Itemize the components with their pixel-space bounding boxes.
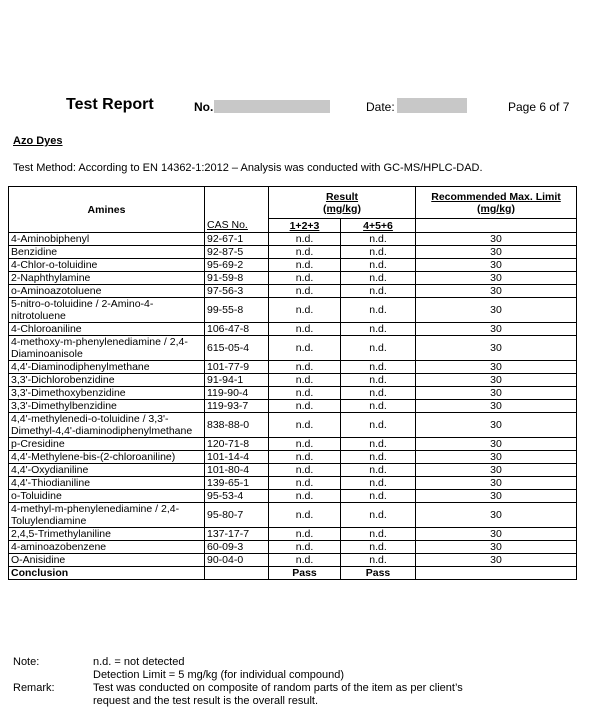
result-123: n.d. <box>269 298 341 323</box>
header-limit <box>416 187 577 219</box>
amine-name: 4-aminoazobenzene <box>9 541 205 554</box>
amine-name: 4,4'-Oxydianiline <box>9 464 205 477</box>
table-row <box>9 259 577 272</box>
cas-number: 91-59-8 <box>205 272 269 285</box>
amine-name: 4-Chlor-o-toluidine <box>9 259 205 272</box>
result-123: n.d. <box>269 490 341 503</box>
amine-name: 4-methyl-m-phenylenediamine / 2,4-Toluylendiamine <box>9 503 205 528</box>
amine-name: o-Toluidine <box>9 490 205 503</box>
conclusion-result-123: Pass <box>269 567 341 580</box>
amine-name: 4-methoxy-m-phenylenediamine / 2,4-Diaminoanisole <box>9 336 205 361</box>
amine-name: 3,3'-Dimethylbenzidine <box>9 400 205 413</box>
table-row <box>9 233 577 246</box>
result-456: n.d. <box>341 233 416 246</box>
header-amines: Amines <box>9 187 205 233</box>
table-row <box>9 323 577 336</box>
result-456: n.d. <box>341 400 416 413</box>
result-456: n.d. <box>341 554 416 567</box>
result-123: n.d. <box>269 528 341 541</box>
amine-name: 4,4'-Methylene-bis-(2-chloroaniline) <box>9 451 205 464</box>
cas-number: 99-55-8 <box>205 298 269 323</box>
header-result <box>269 187 416 219</box>
table-row <box>9 374 577 387</box>
cas-number: 95-80-7 <box>205 503 269 528</box>
cas-number: 615-05-4 <box>205 336 269 361</box>
amine-name: 4-Chloroaniline <box>9 323 205 336</box>
table-row <box>9 387 577 400</box>
cas-number: 95-69-2 <box>205 259 269 272</box>
amine-name: 3,3'-Dichlorobenzidine <box>9 374 205 387</box>
result-456: n.d. <box>341 361 416 374</box>
result-456: n.d. <box>341 298 416 323</box>
amine-name: 4,4'-methylenedi-o-toluidine / 3,3'-Dimethyl-4,4'-diaminodiphenylmethane <box>9 413 205 438</box>
result-123: n.d. <box>269 374 341 387</box>
max-limit: 30 <box>416 413 577 438</box>
result-123: n.d. <box>269 400 341 413</box>
amine-name: 2-Naphthylamine <box>9 272 205 285</box>
result-123: n.d. <box>269 285 341 298</box>
max-limit: 30 <box>416 503 577 528</box>
max-limit: 30 <box>416 259 577 272</box>
result-456: n.d. <box>341 490 416 503</box>
conclusion-result-456: Pass <box>341 567 416 580</box>
max-limit: 30 <box>416 464 577 477</box>
cas-number: 91-94-1 <box>205 374 269 387</box>
max-limit: 30 <box>416 400 577 413</box>
result-123: n.d. <box>269 361 341 374</box>
max-limit: 30 <box>416 541 577 554</box>
note-label: Note: <box>13 656 40 668</box>
table-row <box>9 285 577 298</box>
table-row <box>9 554 577 567</box>
result-456: n.d. <box>341 477 416 490</box>
amine-name: 4,4'-Diaminodiphenylmethane <box>9 361 205 374</box>
max-limit: 30 <box>416 233 577 246</box>
max-limit: 30 <box>416 528 577 541</box>
header-result-label: Result <box>325 190 359 203</box>
table-row <box>9 272 577 285</box>
result-123: n.d. <box>269 477 341 490</box>
table-row <box>9 477 577 490</box>
max-limit: 30 <box>416 451 577 464</box>
max-limit: 30 <box>416 272 577 285</box>
result-456: n.d. <box>341 451 416 464</box>
cas-number: 101-77-9 <box>205 361 269 374</box>
result-123: n.d. <box>269 554 341 567</box>
header-limit-unit: (mg/kg) <box>477 202 515 215</box>
cas-number: 838-88-0 <box>205 413 269 438</box>
result-123: n.d. <box>269 541 341 554</box>
test-method: Test Method: According to EN 14362-1:2012 – Analysis was conducted with GC-MS/HPLC-DAD. <box>13 162 483 174</box>
result-123: n.d. <box>269 323 341 336</box>
result-123: n.d. <box>269 246 341 259</box>
amine-name: O-Anisidine <box>9 554 205 567</box>
max-limit: 30 <box>416 438 577 451</box>
cas-number: 90-04-0 <box>205 554 269 567</box>
max-limit: 30 <box>416 387 577 400</box>
header-result-unit: (mg/kg) <box>323 202 361 215</box>
report-header <box>0 96 600 118</box>
remark-label: Remark: <box>13 682 55 694</box>
conclusion-label: Conclusion <box>9 567 205 580</box>
cas-number: 92-87-5 <box>205 246 269 259</box>
amine-name: 5-nitro-o-toluidine / 2-Amino-4-nitrotoluene <box>9 298 205 323</box>
max-limit: 30 <box>416 285 577 298</box>
conclusion-row <box>9 567 577 580</box>
result-456: n.d. <box>341 336 416 361</box>
result-456: n.d. <box>341 374 416 387</box>
table-row <box>9 438 577 451</box>
max-limit: 30 <box>416 361 577 374</box>
result-123: n.d. <box>269 272 341 285</box>
result-456: n.d. <box>341 413 416 438</box>
amine-name: 4-Aminobiphenyl <box>9 233 205 246</box>
result-123: n.d. <box>269 336 341 361</box>
result-456: n.d. <box>341 259 416 272</box>
note-line-1: n.d. = not detected <box>93 656 185 668</box>
result-456: n.d. <box>341 387 416 400</box>
table-row <box>9 336 577 361</box>
table-row <box>9 400 577 413</box>
result-123: n.d. <box>269 259 341 272</box>
note-line-2: Detection Limit = 5 mg/kg (for individual compound) <box>93 669 344 681</box>
date-label: Date: <box>366 100 395 114</box>
cas-number: 106-47-8 <box>205 323 269 336</box>
amine-name: Benzidine <box>9 246 205 259</box>
result-123: n.d. <box>269 438 341 451</box>
section-title: Azo Dyes <box>13 135 63 147</box>
amine-name: p-Cresidine <box>9 438 205 451</box>
amine-name: 3,3'-Dimethoxybenzidine <box>9 387 205 400</box>
page-number: Page 6 of 7 <box>508 100 570 114</box>
table-row <box>9 413 577 438</box>
header-col-456: 4+5+6 <box>341 219 416 233</box>
result-123: n.d. <box>269 503 341 528</box>
result-456: n.d. <box>341 323 416 336</box>
max-limit: 30 <box>416 374 577 387</box>
result-456: n.d. <box>341 246 416 259</box>
result-123: n.d. <box>269 464 341 477</box>
amine-name: 4,4'-Thiodianiline <box>9 477 205 490</box>
max-limit: 30 <box>416 490 577 503</box>
result-456: n.d. <box>341 272 416 285</box>
table-row <box>9 451 577 464</box>
max-limit: 30 <box>416 323 577 336</box>
table-row <box>9 464 577 477</box>
conclusion-limit <box>416 567 577 580</box>
table-row <box>9 528 577 541</box>
max-limit: 30 <box>416 477 577 490</box>
result-456: n.d. <box>341 285 416 298</box>
table-row <box>9 361 577 374</box>
conclusion-cas <box>205 567 269 580</box>
cas-number: 101-14-4 <box>205 451 269 464</box>
table-row <box>9 246 577 259</box>
result-456: n.d. <box>341 464 416 477</box>
result-456: n.d. <box>341 438 416 451</box>
results-table <box>8 186 577 580</box>
date-redacted <box>397 98 467 113</box>
page-title: Test Report <box>66 96 154 113</box>
max-limit: 30 <box>416 336 577 361</box>
cas-number: 119-90-4 <box>205 387 269 400</box>
result-456: n.d. <box>341 541 416 554</box>
amine-name: o-Aminoazotoluene <box>9 285 205 298</box>
result-123: n.d. <box>269 413 341 438</box>
report-number-label: No. <box>194 100 214 114</box>
max-limit: 30 <box>416 298 577 323</box>
cas-number: 101-80-4 <box>205 464 269 477</box>
cas-number: 97-56-3 <box>205 285 269 298</box>
header-col-123: 1+2+3 <box>269 219 341 233</box>
max-limit: 30 <box>416 246 577 259</box>
table-row <box>9 490 577 503</box>
cas-number: 139-65-1 <box>205 477 269 490</box>
max-limit: 30 <box>416 554 577 567</box>
cas-number: 137-17-7 <box>205 528 269 541</box>
result-456: n.d. <box>341 503 416 528</box>
cas-number: 120-71-8 <box>205 438 269 451</box>
remark-line-1: Test was conducted on composite of random parts of the item as per client’s <box>93 682 463 694</box>
result-123: n.d. <box>269 233 341 246</box>
table-row <box>9 541 577 554</box>
result-456: n.d. <box>341 528 416 541</box>
result-123: n.d. <box>269 451 341 464</box>
amine-name: 2,4,5-Trimethylaniline <box>9 528 205 541</box>
table-row <box>9 298 577 323</box>
table-row <box>9 503 577 528</box>
report-number-redacted <box>214 100 330 113</box>
header-cas: CAS No. <box>205 219 269 233</box>
remark-line-2: request and the test result is the overall result. <box>93 695 319 707</box>
cas-number: 60-09-3 <box>205 541 269 554</box>
cas-number: 95-53-4 <box>205 490 269 503</box>
cas-number: 119-93-7 <box>205 400 269 413</box>
result-123: n.d. <box>269 387 341 400</box>
header-limit-label: Recommended Max. Limit <box>431 190 561 203</box>
cas-number: 92-67-1 <box>205 233 269 246</box>
